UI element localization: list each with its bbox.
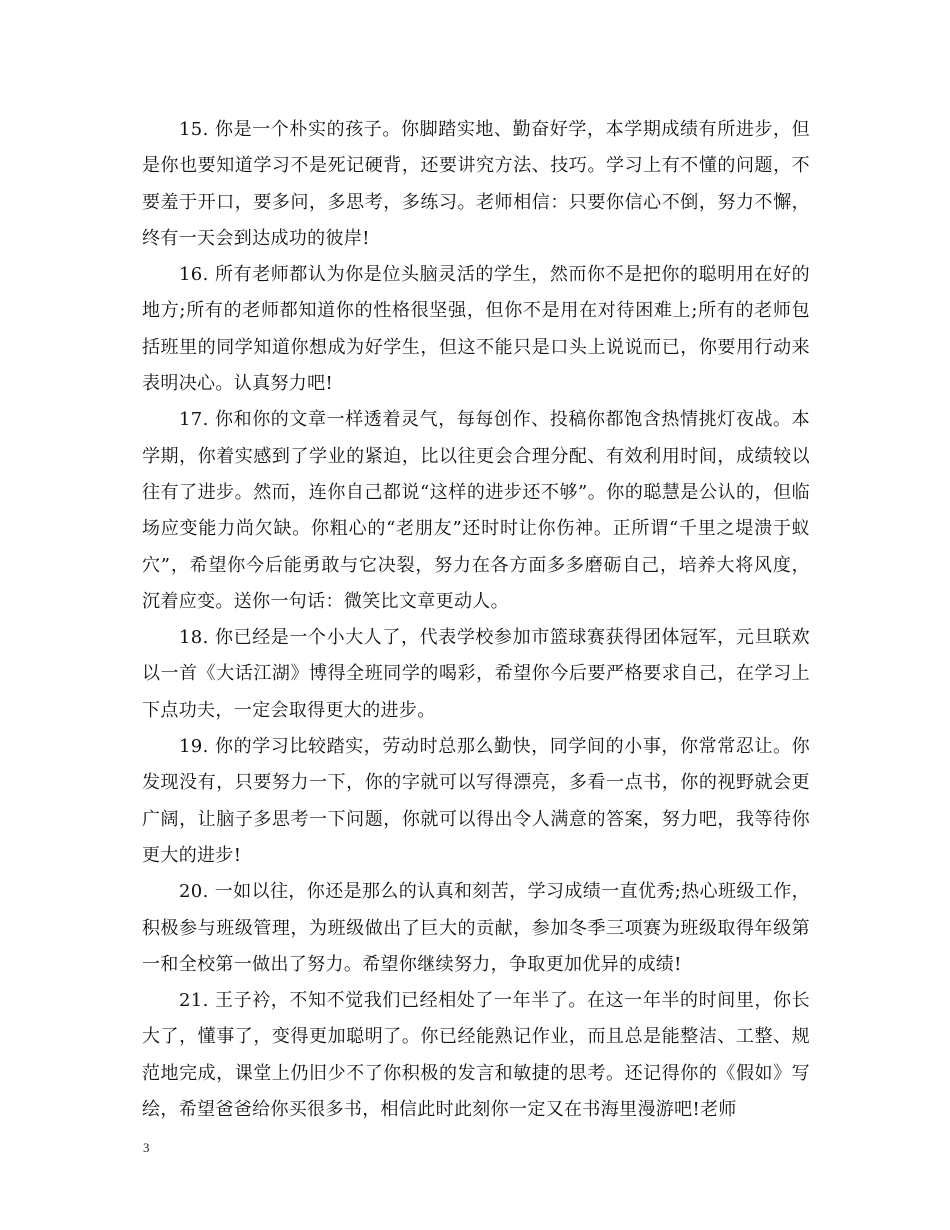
paragraph-21: 21. 王子衿，不知不觉我们已经相处了一年半了。在这一年半的时间里，你长大了，懂事了，变得更加聪明了。你已经能熟记作业，而且总是能整洁、工整、规范地完成，课堂上仍旧少不了你积极的发言和敏捷的思考。还记得你的《假如》写绘，希望爸爸给你买很多书，相信此时此刻你一定又在书海里漫游吧!老师 [142,990,810,1121]
paragraph-20: 20. 一如以往，你还是那么的认真和刻苦，学习成绩一直优秀;热心班级工作，积极参与班级管理，为班级做出了巨大的贡献，参加冬季三项赛为班级取得年级第一和全校第一做出了努力。希望你继续努力，争取更加优异的成绩! [142,881,810,975]
paragraph-19: 19. 你的学习比较踏实，劳动时总那么勤快，同学间的小事，你常常忍让。你发现没有，只要努力一下，你的字就可以写得漂亮，多看一点书，你的视野就会更广阔，让脑子多思考一下问题，你就可以得出令人满意的答案，努力吧，我等待你更大的进步! [142,736,810,866]
page-number: 3 [143,1140,150,1155]
paragraph-17: 17. 你和你的文章一样透着灵气，每每创作、投稿你都饱含热情挑灯夜战。本学期，你着实感到了学业的紧迫，比以往更会合理分配、有效利用时间，成绩较以往有了进步。然而，连你自己都说“这样的进步还不够”。你的聪慧是公认的，但临场应变能力尚欠缺。你粗心的“老朋友”还时时让你伤神。正所谓“千里之堤溃于蚁穴”，希望你今后能勇敢与它决裂，努力在各方面多多磨砺自己，培养大将风度，沉着应变。送你一句话：微笑比文章更动人。 [142,409,810,612]
paragraph-18: 18. 你已经是一个小大人了，代表学校参加市篮球赛获得团体冠军，元旦联欢以一首《大话江湖》博得全班同学的喝彩，希望你今后要严格要求自己，在学习上下点功夫，一定会取得更大的进步。 [142,627,810,721]
page-body [142,112,810,1128]
paragraph-15: 15. 你是一个朴实的孩子。你脚踏实地、勤奋好学，本学期成绩有所进步，但是你也要知道学习不是死记硬背，还要讲究方法、技巧。学习上有不懂的问题，不要羞于开口，要多问，多思考，多练习。老师相信：只要你信心不倒，努力不懈，终有一天会到达成功的彼岸! [142,119,810,249]
paragraph-16: 16. 所有老师都认为你是位头脑灵活的学生，然而你不是把你的聪明用在好的地方;所有的老师都知道你的性格很坚强，但你不是用在对待困难上;所有的老师包括班里的同学知道你想成为好学生，但这不能只是口头上说说而已，你要用行动来表明决心。认真努力吧! [142,264,810,395]
